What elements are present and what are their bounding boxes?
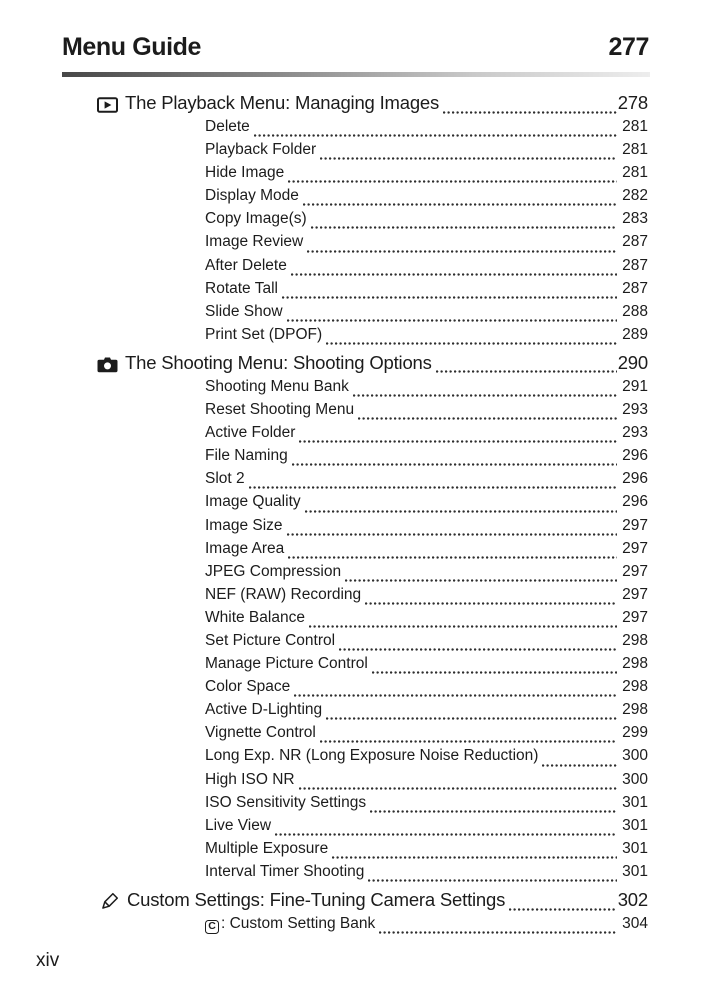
dot-leader: [311, 226, 617, 229]
toc-item-label: Print Set (DPOF): [205, 325, 323, 343]
toc-item: [97, 724, 648, 747]
toc-section-page-number: 290: [617, 351, 648, 373]
toc-item-page-number: 296: [622, 470, 648, 488]
dot-leader: [282, 296, 617, 299]
toc-item-page-number: 297: [622, 539, 648, 557]
dot-leader: [305, 510, 617, 513]
toc-item: [97, 915, 648, 938]
toc-item: [97, 863, 648, 886]
toc-item-label: Image Size: [205, 516, 283, 534]
dot-leader: [299, 787, 618, 790]
dot-leader: [292, 463, 617, 466]
toc-item: [97, 233, 648, 256]
toc-section-heading: [97, 92, 648, 118]
toc-item-page-number: 293: [622, 424, 648, 442]
boxed-c-icon: C: [205, 920, 219, 934]
toc-item: [97, 771, 648, 794]
toc-item-page-number: 301: [622, 816, 648, 834]
toc-item: [97, 470, 648, 493]
toc-item-page-number: 299: [622, 724, 648, 742]
toc-item: [97, 118, 648, 141]
toc-item: [97, 609, 648, 632]
toc-item-label: Multiple Exposure: [205, 839, 329, 857]
dot-leader: [365, 602, 617, 605]
toc-item: [97, 840, 648, 863]
toc-item: [97, 817, 648, 840]
toc-item: [97, 794, 648, 817]
toc-item-page-number: 297: [622, 585, 648, 603]
toc-section-title: The Shooting Menu: Shooting Options: [125, 351, 432, 373]
dot-leader: [332, 856, 617, 859]
toc-item-label: Interval Timer Shooting: [205, 862, 365, 880]
footer-page-label: xiv: [36, 950, 60, 971]
toc-item-label: After Delete: [205, 256, 287, 274]
toc-section-heading: [97, 352, 648, 378]
toc-item-page-number: 300: [622, 770, 648, 788]
toc-item: [97, 632, 648, 655]
dot-leader: [291, 273, 617, 276]
header-rule: [62, 72, 650, 77]
toc-section-title: Custom Settings: Fine-Tuning Camera Settings: [127, 889, 506, 910]
toc-item-page-number: 287: [622, 279, 648, 297]
toc-item: [97, 678, 648, 701]
toc-item-page-number: 291: [622, 377, 648, 395]
toc-item: [97, 210, 648, 233]
toc-item: [97, 326, 648, 349]
toc-item-page-number: 282: [622, 187, 648, 205]
dot-leader: [358, 417, 617, 420]
toc-item-page-number: 298: [622, 701, 648, 719]
toc-item: [97, 401, 648, 424]
toc-item: [97, 655, 648, 678]
toc-item-page-number: 297: [622, 516, 648, 534]
dot-leader: [443, 111, 617, 114]
toc-item-label: Slide Show: [205, 302, 283, 320]
toc-section-title: The Playback Menu: Managing Images: [125, 92, 440, 113]
dot-leader: [307, 250, 617, 253]
toc-item-page-number: 281: [622, 164, 648, 182]
toc-item-label: Image Area: [205, 539, 285, 557]
toc-item-page-number: 301: [622, 862, 648, 880]
dot-leader: [254, 134, 617, 137]
dot-leader: [287, 533, 618, 536]
toc-item: [97, 747, 648, 770]
toc-item-page-number: 301: [622, 793, 648, 811]
toc-item-label: Hide Image: [205, 164, 285, 182]
toc-item: [97, 517, 648, 540]
dot-leader: [353, 394, 617, 397]
toc-item: [97, 141, 648, 164]
header-page-number: 277: [608, 33, 649, 61]
toc-item: [97, 378, 648, 401]
toc-item: [97, 563, 648, 586]
toc-item-page-number: 287: [622, 256, 648, 274]
dot-leader: [370, 810, 617, 813]
toc-item-page-number: 298: [622, 631, 648, 649]
toc-item-page-number: 288: [622, 302, 648, 320]
toc-item-page-number: 304: [622, 915, 648, 932]
toc-item-label: White Balance: [205, 608, 305, 626]
toc-item-label: Vignette Control: [205, 724, 316, 742]
dot-leader: [509, 908, 617, 911]
toc-item-page-number: 296: [622, 493, 648, 511]
toc-item: [97, 280, 648, 303]
page-header: [62, 33, 649, 62]
dot-leader: [309, 625, 617, 628]
toc-item-label: Long Exp. NR (Long Exposure Noise Reduction): [205, 747, 539, 765]
dot-leader: [542, 764, 617, 767]
toc-item: [97, 447, 648, 470]
toc-item-label: Copy Image(s): [205, 210, 307, 228]
toc-item-page-number: 289: [622, 325, 648, 343]
toc-item-page-number: 281: [622, 141, 648, 159]
toc-item-label: Reset Shooting Menu: [205, 401, 355, 419]
toc: [97, 89, 648, 938]
toc-item: [97, 257, 648, 280]
toc-item-label: Active D-Lighting: [205, 701, 323, 719]
toc-item-label: JPEG Compression: [205, 562, 342, 580]
dot-leader: [287, 319, 618, 322]
toc-item: [97, 303, 648, 326]
toc-section-heading: [97, 889, 648, 915]
toc-item-page-number: 298: [622, 655, 648, 673]
dot-leader: [320, 157, 617, 160]
dot-leader: [275, 833, 617, 836]
page-title: Menu Guide: [62, 33, 202, 61]
dot-leader: [339, 648, 617, 651]
toc-item: [97, 540, 648, 563]
toc-item-label: Slot 2: [205, 470, 245, 488]
dot-leader: [249, 486, 617, 489]
dot-leader: [326, 342, 617, 345]
dot-leader: [288, 556, 617, 559]
toc-item-label: ISO Sensitivity Settings: [205, 793, 367, 811]
playback-icon: [97, 97, 118, 113]
dot-leader: [368, 879, 617, 882]
dot-leader: [303, 203, 617, 206]
toc-item-label: Set Picture Control: [205, 631, 336, 649]
toc-item-page-number: 298: [622, 678, 648, 696]
toc-item-label: Delete: [205, 118, 250, 135]
toc-item-label: High ISO NR: [205, 770, 295, 788]
toc-item: [97, 187, 648, 210]
dot-leader: [326, 717, 617, 720]
toc-item: [97, 701, 648, 724]
toc-item: [97, 493, 648, 516]
toc-item-label: Active Folder: [205, 424, 296, 442]
toc-item-label: : Custom Setting Bank: [221, 915, 376, 932]
toc-item-page-number: 287: [622, 233, 648, 251]
toc-item-page-number: 301: [622, 839, 648, 857]
toc-item-page-number: 293: [622, 401, 648, 419]
dot-leader: [299, 440, 617, 443]
toc-item-label: Image Quality: [205, 493, 301, 511]
toc-item-label: Live View: [205, 816, 272, 834]
toc-item-label: Shooting Menu Bank: [205, 377, 349, 395]
dot-leader: [372, 671, 617, 674]
toc-item-label: Playback Folder: [205, 141, 317, 159]
toc-item: [97, 424, 648, 447]
toc-section-page-number: 278: [617, 92, 648, 113]
pencil-icon: [97, 891, 120, 914]
dot-leader: [294, 694, 617, 697]
toc-item-page-number: 300: [622, 747, 648, 765]
toc-item-page-number: 281: [622, 118, 648, 135]
toc-section-page-number: 302: [617, 889, 648, 910]
toc-item-label: Display Mode: [205, 187, 299, 205]
dot-leader: [345, 579, 617, 582]
dot-leader: [320, 740, 617, 743]
dot-leader: [379, 931, 617, 934]
toc-item-page-number: 297: [622, 562, 648, 580]
toc-item-page-number: 297: [622, 608, 648, 626]
toc-item-label: File Naming: [205, 447, 288, 465]
toc-item-page-number: 283: [622, 210, 648, 228]
toc-item-label: Color Space: [205, 678, 291, 696]
toc-item-label: Rotate Tall: [205, 279, 278, 297]
dot-leader: [288, 180, 617, 183]
toc-item-label: NEF (RAW) Recording: [205, 585, 362, 603]
toc-item: [97, 164, 648, 187]
dot-leader: [436, 370, 617, 373]
toc-item-label: Image Review: [205, 233, 304, 251]
camera-icon: [97, 356, 118, 373]
toc-item: [97, 586, 648, 609]
toc-item-label: Manage Picture Control: [205, 655, 368, 673]
toc-item-page-number: 296: [622, 447, 648, 465]
